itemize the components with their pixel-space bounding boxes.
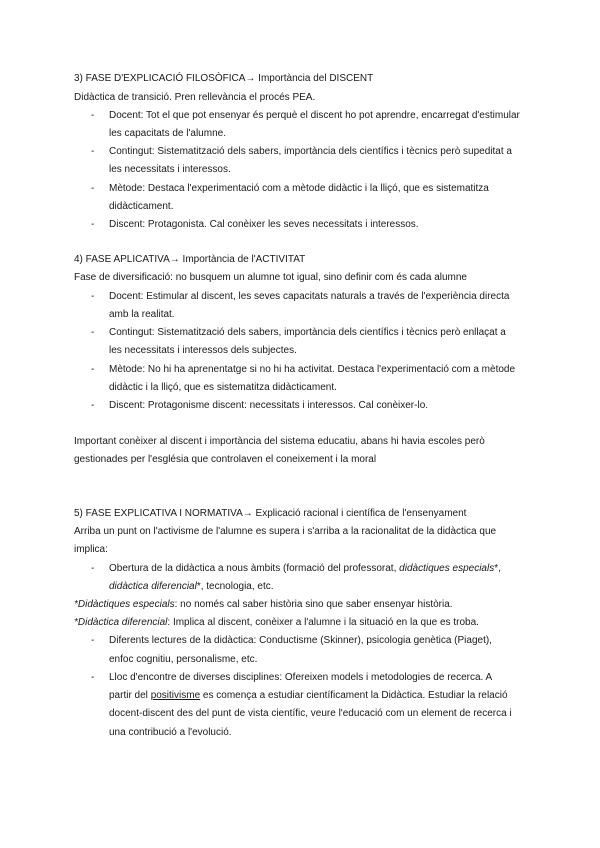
s5-bullet-lloc-line1: Lloc d'encontre de diverses disciplines: Ofereixen models i metodologies de recerca. A: [109, 672, 493, 683]
s3-bullet-contingut-line2: les necessitats i interessos.: [109, 164, 231, 175]
note-line2: gestionades per l'església que controlaven el coneixement i la moral: [74, 454, 377, 465]
footnote-didactiques-especials: [74, 599, 453, 611]
section-5-intro-line2: implica:: [74, 544, 108, 555]
s5-bullet-lectures-line2: enfoc cognitiu, personalisme, etc.: [109, 654, 258, 665]
s3-bullet-docent-line1: Docent: Tot el que pot ensenyar és perquè el discent ho pot aprendre, encarregat d'estimular: [109, 110, 520, 121]
s3-bullet-metode-line1: Mètode: Destaca l'experimentació com a mètode didàctic i la lliçó, que es sistematitza: [109, 183, 489, 194]
bullet-dash: -: [91, 146, 95, 157]
underlined-term: positivisme: [150, 690, 201, 701]
s5-bullet-obertura-line1: [109, 563, 501, 575]
text-run: es comença a estudiar científicament la Didàctica. Estudiar la relació: [200, 690, 508, 701]
text-run: *,: [494, 563, 501, 574]
italic-term: *Didàctica diferencial: [74, 617, 168, 628]
italic-term: didàctica diferencial: [109, 581, 197, 592]
text-run: Obertura de la didàctica a nous àmbits (formació del professorat,: [109, 563, 400, 574]
section-4-heading: 4) FASE APLICATIVA→ Importància de l'ACTIVITAT: [74, 254, 306, 265]
section-3-intro: Didàctica de transició. Pren rellevància el procés PEA.: [74, 92, 316, 103]
bullet-dash: -: [91, 219, 95, 230]
note-line1: Important conèixer al discent i importància del sistema educatiu, abans hi havia escoles però: [74, 436, 485, 447]
s3-bullet-contingut-line1: Contingut: Sistematització dels sabers, importància dels científics i tècnics però supeditat a: [109, 146, 512, 157]
text-run: partir del: [109, 690, 151, 701]
bullet-dash: -: [91, 635, 95, 646]
s5-bullet-lloc-line2: [109, 690, 508, 702]
bullet-dash: -: [91, 400, 95, 411]
bullet-dash: -: [91, 672, 95, 683]
italic-term: didàctiques especials: [399, 563, 495, 574]
s4-bullet-docent-line1: Docent: Estimular al discent, les seves capacitats naturals a través de l'experiència directa: [109, 291, 510, 302]
italic-term: *Didàctiques especials: [74, 599, 175, 610]
s4-bullet-metode-line2: didàctic i la lliçó, que es sistematitza didàcticament.: [109, 382, 337, 393]
bullet-dash: -: [91, 291, 95, 302]
s4-bullet-metode-line1: Mètode: No hi ha aprenentatge si no hi ha activitat. Destaca l'experimentació com a mètode: [109, 364, 516, 375]
bullet-dash: -: [91, 563, 95, 574]
bullet-dash: -: [91, 327, 95, 338]
s4-bullet-discent: Discent: Protagonisme discent: necessitats i interessos. Cal conèixer-lo.: [109, 400, 429, 411]
section-3-heading: 3) FASE D'EXPLICACIÓ FILOSÒFICA→ Importància del DISCENT: [74, 73, 374, 84]
bullet-dash: -: [91, 364, 95, 375]
text-run: : no només cal saber història sino que saber ensenyar història.: [174, 599, 453, 610]
bullet-dash: -: [91, 183, 95, 194]
s3-bullet-metode-line2: didàcticament.: [109, 201, 174, 212]
s5-bullet-lectures-line1: Diferents lectures de la didàctica: Conductisme (Skinner), psicologia genètica (Piaget),: [109, 635, 492, 646]
s4-bullet-contingut-line1: Contingut: Sistematització dels sabers, importància dels científics i tècnics però enllaçat a: [109, 327, 506, 338]
text-run: : Implica al discent, conèixer a l'alumne i la situació en la que es troba.: [167, 617, 479, 628]
section-5-heading: 5) FASE EXPLICATIVA I NORMATIVA→ Explicació racional i científica de l'ensenyament: [74, 508, 467, 519]
s5-bullet-lloc-line3: docent-discent des del punt de vista científic, veure l'educació com un element de recerca i: [109, 708, 512, 719]
footnote-didactica-diferencial: [74, 617, 479, 629]
bullet-dash: -: [91, 110, 95, 121]
section-4-intro: Fase de diversificació: no busquem un alumne tot igual, sino definir com és cada alumne: [74, 272, 467, 283]
s3-bullet-docent-line2: les capacitats de l'alumne.: [109, 128, 226, 139]
text-run: *, tecnologia, etc.: [196, 581, 274, 592]
s5-bullet-lloc-line4: una contribució a l'evolució.: [109, 727, 232, 738]
s5-bullet-obertura-line2: [109, 581, 274, 593]
section-5-intro-line1: Arriba un punt on l'activisme de l'alumne es supera i s'arriba a la racionalitat de la didàctica que: [74, 526, 497, 537]
s4-bullet-contingut-line2: les necessitats i interessos dels subjectes.: [109, 345, 297, 356]
s4-bullet-docent-line2: amb la realitat.: [109, 309, 175, 320]
s3-bullet-discent: Discent: Protagonista. Cal conèixer les seves necessitats i interessos.: [109, 219, 419, 230]
